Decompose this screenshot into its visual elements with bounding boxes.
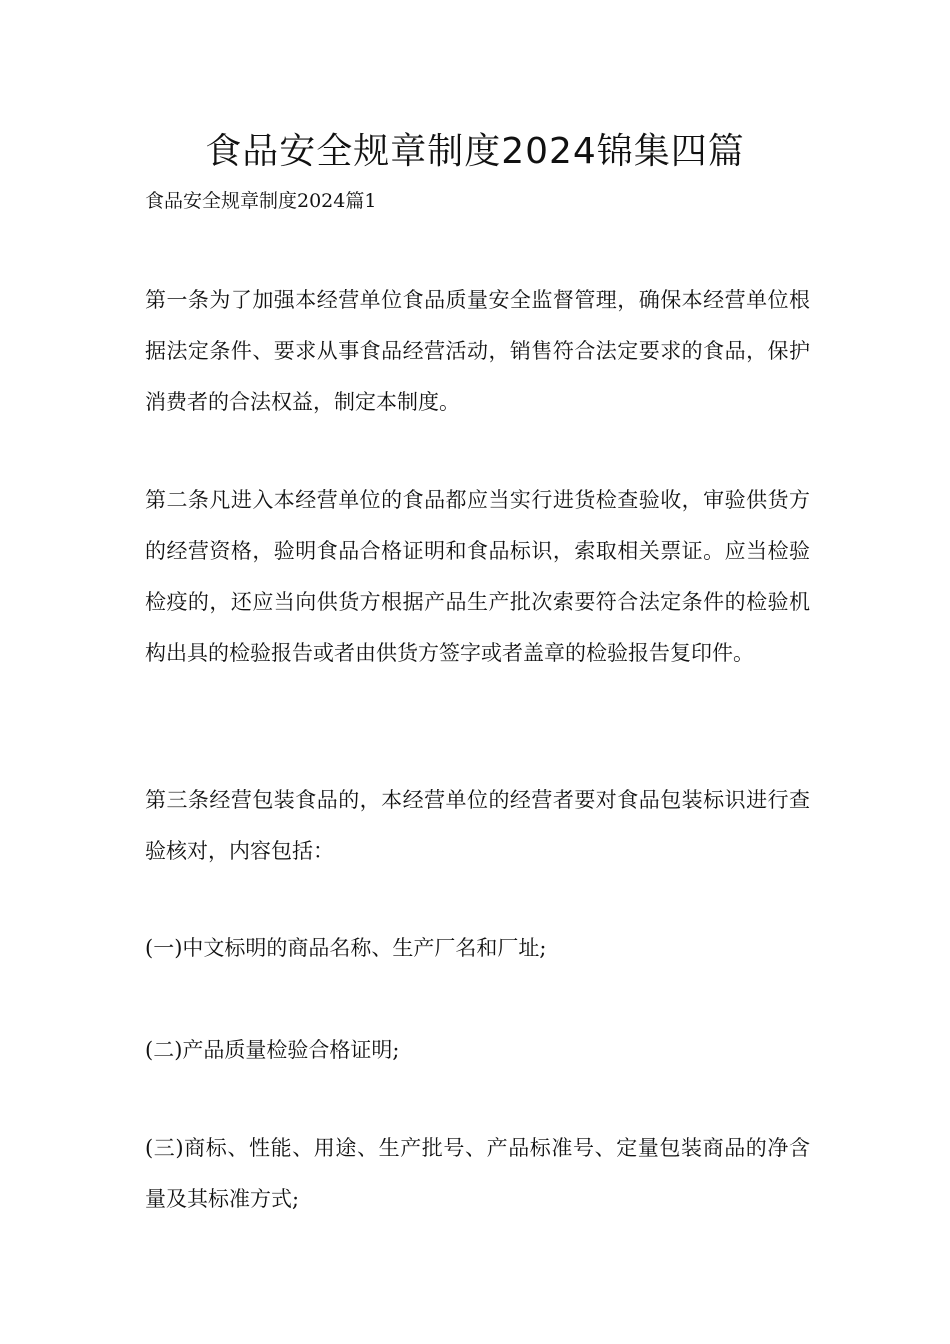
list-item-3: (三)商标、性能、用途、生产批号、产品标准号、定量包装商品的净含量及其标准方式; [145,1136,810,1211]
paragraph-article-3: 第三条经营包装食品的，本经营单位的经营者要对食品包装标识进行查验核对，内容包括： [145,788,810,863]
paragraph-article-1: 第一条为了加强本经营单位食品质量安全监督管理，确保本经营单位根据法定条件、要求从事食品经营活动，销售符合法定要求的食品，保护消费者的合法权益，制定本制度。 [145,288,810,414]
section-heading: 食品安全规章制度2024篇1 [145,190,377,212]
list-item-1: (一)中文标明的商品名称、生产厂名和厂址; [145,936,547,960]
document-title: 食品安全规章制度2024锦集四篇 [205,131,745,172]
list-item-2: (二)产品质量检验合格证明; [145,1038,400,1062]
paragraph-article-2: 第二条凡进入本经营单位的食品都应当实行进货检查验收，审验供货方的经营资格，验明食品合格证明和食品标识，索取相关票证。应当检验检疫的，还应当向供货方根据产品生产批次索要符合法定条件的检验机构出具的检验报告或者由供货方签字或者盖章的检验报告复印件。 [145,488,810,665]
